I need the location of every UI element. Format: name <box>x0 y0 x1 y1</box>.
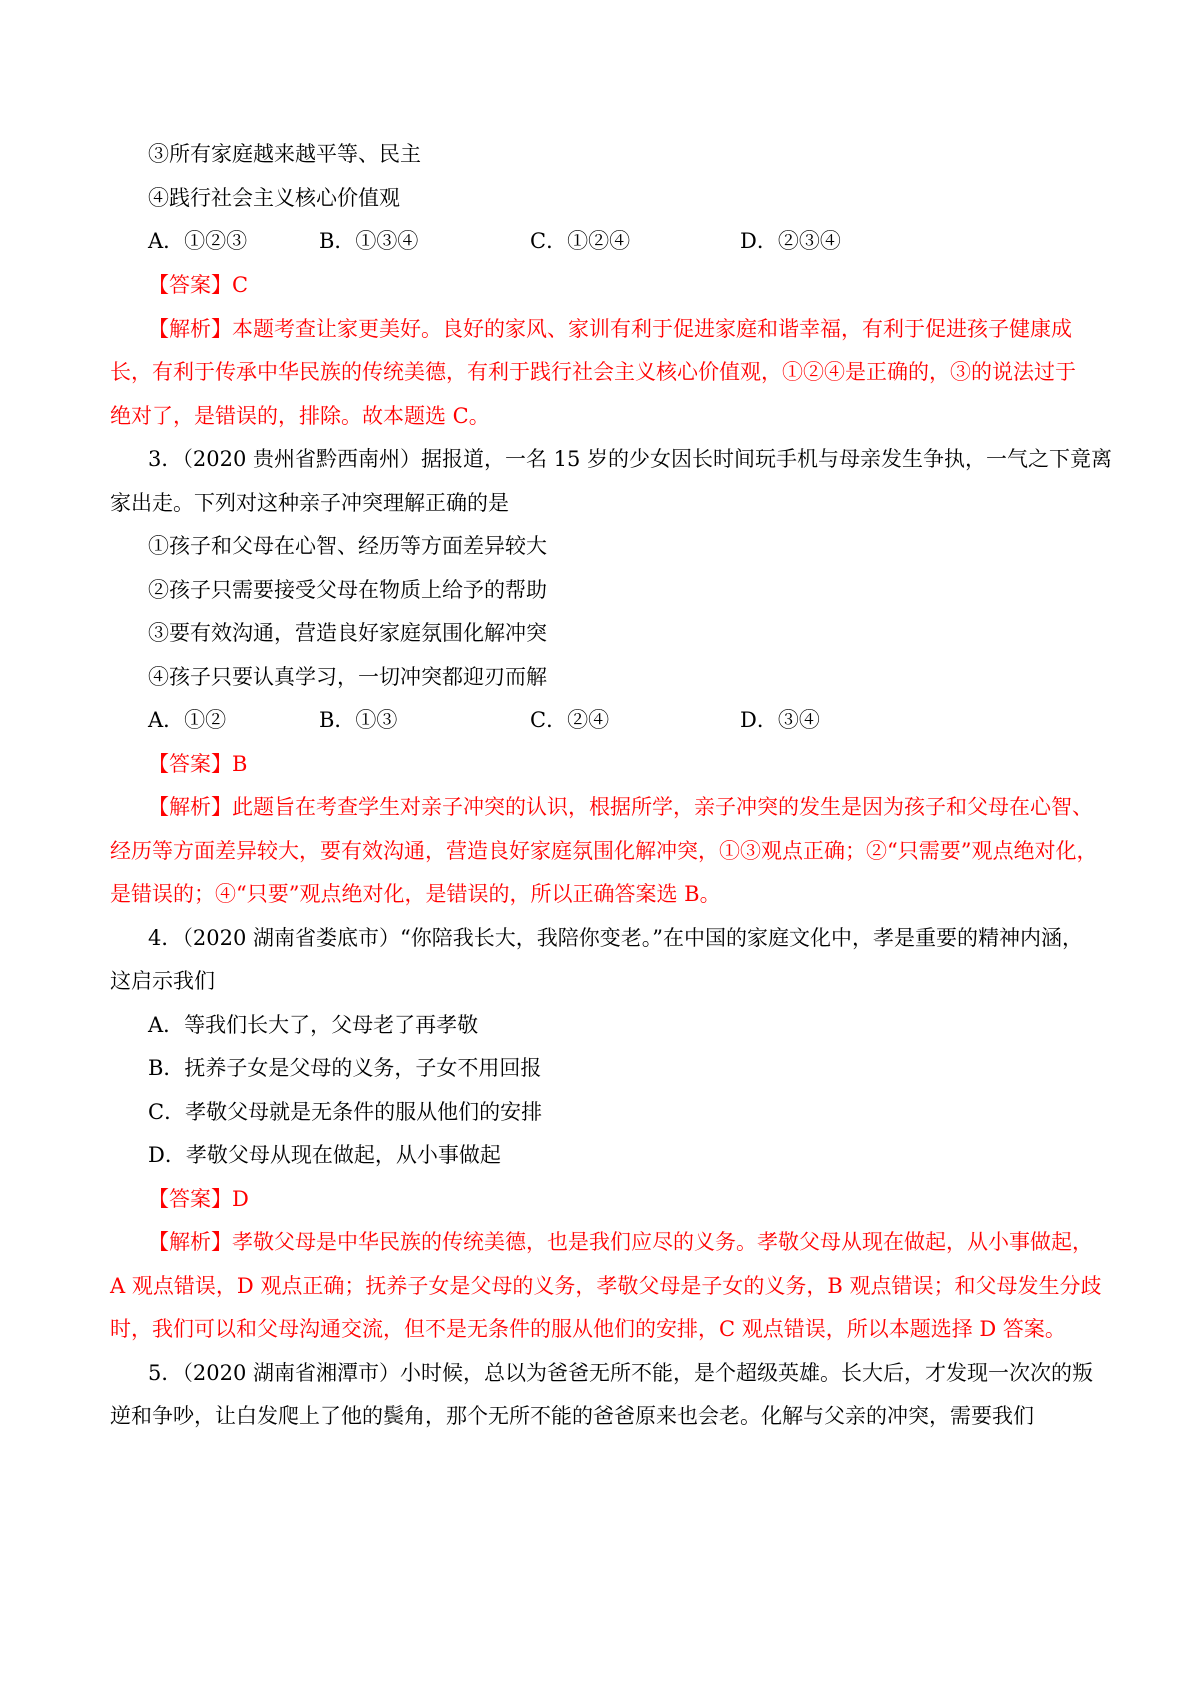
q4-analysis-line-1: 【解析】孝敬父母是中华民族的传统美德，也是我们应尽的义务。孝敬父母从现在做起，从小事做起， <box>148 1230 1093 1254</box>
q3-analysis-line-1: 【解析】此题旨在考查学生对亲子冲突的认识，根据所学，亲子冲突的发生是因为孩子和父母在心智、 <box>148 795 1093 819</box>
q3-stem-line-2: 家出走。下列对这种亲子冲突理解正确的是 <box>110 491 509 515</box>
q4-option-d: D．孝敬父母从现在做起，从小事做起 <box>148 1143 501 1167</box>
q3-item-3: ③要有效沟通，营造良好家庭氛围化解冲突 <box>148 621 547 645</box>
q2-analysis-line-2: 长，有利于传承中华民族的传统美德，有利于践行社会主义核心价值观，①②④是正确的，③的说法过于 <box>110 360 1076 384</box>
q3-item-4: ④孩子只要认真学习，一切冲突都迎刃而解 <box>148 665 547 689</box>
q4-analysis-line-2: A 观点错误，D 观点正确；抚养子女是父母的义务，孝敬父母是子女的义务，B 观点错误；和父母发生分歧 <box>110 1274 1102 1298</box>
q5-stem-line-2: 逆和争吵，让白发爬上了他的鬓角，那个无所不能的爸爸原来也会老。化解与父亲的冲突，需要我们 <box>110 1404 1034 1428</box>
q2-item-3: ③所有家庭越来越平等、民主 <box>148 142 421 166</box>
q2-option-c: C．①②④ <box>530 229 631 253</box>
q2-option-b: B．①③④ <box>319 229 419 253</box>
q4-option-c: C．孝敬父母就是无条件的服从他们的安排 <box>148 1100 543 1124</box>
q3-analysis-line-3: 是错误的；④“只要”观点绝对化，是错误的，所以正确答案选 B。 <box>110 882 721 906</box>
q3-answer: 【答案】B <box>148 752 248 776</box>
q3-option-a: A．①② <box>148 708 227 732</box>
q2-analysis-line-3: 绝对了，是错误的，排除。故本题选 C。 <box>110 404 490 428</box>
q3-stem-line-1: 3．（2020 贵州省黔西南州）据报道，一名 15 岁的少女因长时间玩手机与母亲发生争执，一气之下竟离 <box>148 447 1113 471</box>
q2-option-a: A．①②③ <box>148 229 248 253</box>
q3-item-2: ②孩子只需要接受父母在物质上给予的帮助 <box>148 578 547 602</box>
q4-stem-line-1: 4．（2020 湖南省娄底市）“你陪我长大，我陪你变老。”在中国的家庭文化中，孝是重要的精神内涵， <box>148 926 1083 950</box>
q3-option-b: B．①③ <box>319 708 398 732</box>
q3-analysis-line-2: 经历等方面差异较大，要有效沟通，营造良好家庭氛围化解冲突，①③观点正确；②“只需要”观点绝对化， <box>110 839 1098 863</box>
q4-option-a: A．等我们长大了，父母老了再孝敬 <box>148 1013 479 1037</box>
q2-analysis-line-1: 【解析】本题考查让家更美好。良好的家风、家训有利于促进家庭和谐幸福，有利于促进孩子健康成 <box>148 317 1072 341</box>
q2-item-4: ④践行社会主义核心价值观 <box>148 186 400 210</box>
q4-analysis-line-3: 时，我们可以和父母沟通交流，但不是无条件的服从他们的安排，C 观点错误，所以本题选择 D 答案。 <box>110 1317 1066 1341</box>
q3-option-d: D．③④ <box>740 708 820 732</box>
q2-option-d: D．②③④ <box>740 229 841 253</box>
q3-item-1: ①孩子和父母在心智、经历等方面差异较大 <box>148 534 547 558</box>
q5-stem-line-1: 5．（2020 湖南省湘潭市）小时候，总以为爸爸无所不能，是个超级英雄。长大后，才发现一次次的叛 <box>148 1361 1093 1385</box>
q2-answer: 【答案】C <box>148 273 249 297</box>
q4-option-b: B．抚养子女是父母的义务，子女不用回报 <box>148 1056 542 1080</box>
q3-option-c: C．②④ <box>530 708 610 732</box>
q4-answer: 【答案】D <box>148 1187 249 1211</box>
q4-stem-line-2: 这启示我们 <box>110 969 215 993</box>
